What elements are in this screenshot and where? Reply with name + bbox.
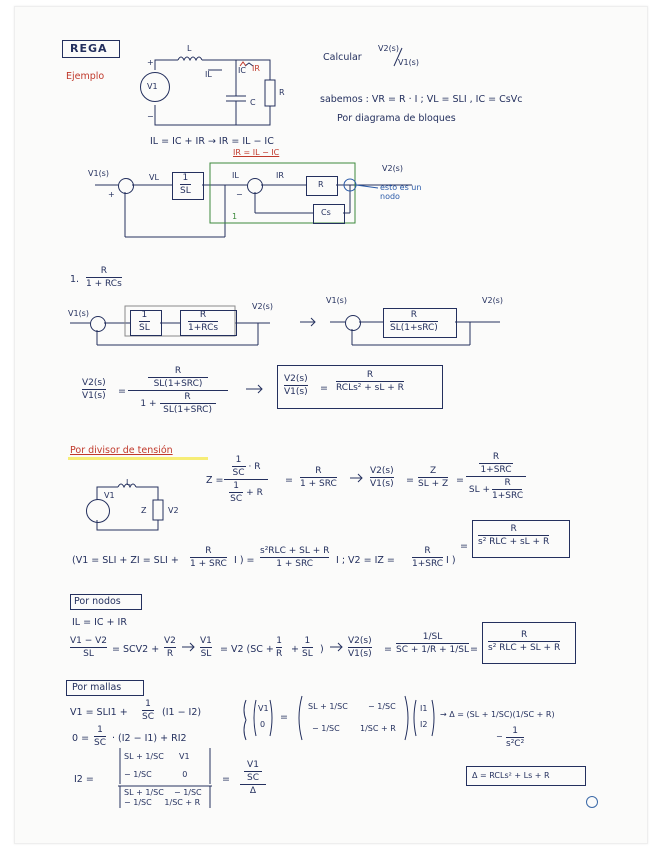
meshes-det-den2: − 1/SC 1/SC + R — [124, 798, 201, 807]
divider-res-num: R — [510, 524, 517, 534]
meshes-vec-bot: 0 — [260, 720, 266, 729]
meshes-delta-frac-num: 1 — [512, 726, 518, 736]
meshes-res-num: V1 — [247, 760, 259, 770]
step1-label: 1. — [70, 274, 80, 285]
circuit1-minus: − — [147, 112, 154, 121]
calc-denominator: V1(s) — [398, 58, 419, 67]
divider-line2b-den: 1 + SRC — [276, 559, 314, 569]
block1-output: V2(s) — [382, 164, 403, 173]
divider-z-plus-r: + R — [246, 487, 263, 498]
nodes-eq2-a-den: SL — [83, 649, 94, 659]
tf1-res-lhs-den: V1(s) — [284, 387, 308, 397]
meshes-delta-expr2: − — [496, 732, 503, 741]
meshes-title: Por mallas — [72, 682, 122, 693]
divider-line2-num: R — [205, 546, 212, 556]
divider-v-num: V2(s) — [370, 466, 394, 476]
tf1-result-eq: = — [320, 383, 328, 394]
block1-g1-num: 1 — [182, 173, 189, 183]
tf1-lhs-den: V1(s) — [82, 391, 106, 401]
divider-line2b-num: s²RLC + SL + R — [260, 546, 330, 556]
block1-plus: + — [108, 190, 115, 199]
nodes-title: Por nodos — [74, 596, 121, 607]
divider-r-numden: 1+SRC — [480, 465, 512, 475]
meshes-delta-expr: → Δ = (SL + 1/SC)(1/SC + R) — [440, 710, 555, 719]
meshes-i2-result — [240, 760, 266, 796]
meshes-eq1-frac-num: 1 — [145, 699, 151, 709]
nodes-res-num: R — [520, 630, 528, 640]
divider-z-dot-r: · R — [248, 461, 261, 472]
meshes-det-r1: SL + 1/SC V1 — [124, 752, 190, 761]
known-relations: sabemos : VR = R · I ; VL = SLI , IC = CsVc — [320, 94, 523, 105]
circuit1-ic-label: IC — [238, 66, 246, 75]
divider-eq-2: = — [406, 475, 414, 486]
meshes-i-bot: I2 — [420, 720, 428, 729]
divider-v1-label: V1 — [104, 491, 115, 500]
divider-title: Por divisor de tensión — [70, 445, 173, 456]
divider-z2-num: R — [315, 466, 322, 476]
block1-il: IL — [232, 171, 239, 180]
meshes-delta-frac — [506, 726, 524, 749]
divider-r-num: R — [492, 452, 500, 462]
block1-g1-den: SL — [180, 186, 191, 196]
tf1-res-den: RCLs² + sL + R — [336, 383, 404, 393]
nodes-eq2-g: + — [291, 644, 299, 655]
divider-line2c: I ; V2 = IZ = — [336, 555, 395, 566]
step1-g3-num: R — [410, 310, 418, 320]
meshes-i2-label: I2 = — [74, 774, 94, 785]
divider-line2-den: 1 + SRC — [190, 559, 227, 569]
divider-line2d-num: R — [424, 546, 431, 556]
divider-zz-den: SL + Z — [418, 479, 449, 489]
nodes-res-mid-den: SC + 1/R + 1/SL — [396, 645, 470, 655]
nodes-eq2-f-den: R — [276, 649, 283, 659]
page-corner-mark — [586, 796, 598, 808]
meshes-eq2-frac-den: SC — [94, 738, 106, 748]
nodes-eq2-f-num: 1 — [276, 636, 282, 646]
tf1-lhs-num: V2(s) — [82, 378, 106, 388]
step1-g2-num: R — [199, 310, 207, 320]
nodes-eq2-h-num: 1 — [304, 636, 311, 646]
circuit1-il-label: IL — [205, 70, 212, 79]
nodes-eq2-d-den: SL — [200, 649, 212, 659]
circuit1-c-label: C — [250, 98, 256, 107]
currents-equation: IL = IC + IR → IR = IL − IC — [150, 136, 274, 147]
step1-den: 1 + RCs — [86, 279, 122, 289]
step1-input-2: V1(s) — [326, 296, 347, 305]
circuit1-ir-label: IR — [252, 64, 260, 73]
meshes-m11: SL + 1/SC — [308, 702, 348, 711]
step1-g1-num: 1 — [141, 310, 148, 320]
meshes-det-r2: − 1/SC 0 — [124, 770, 188, 779]
step1-g2-den: 1+RCs — [188, 323, 219, 333]
nodes-eq2-i: ) — [320, 644, 324, 655]
block1-ir: IR — [276, 171, 284, 180]
meshes-delta-frac-den: s²C² — [506, 739, 525, 749]
divider-res-den: s² RLC + sL + R — [478, 537, 550, 547]
divider-zz-num: Z — [429, 466, 437, 476]
meshes-vec-eq: = — [280, 712, 288, 723]
circuit1-L-label: L — [187, 44, 192, 53]
divider-eq-1: = — [285, 475, 293, 486]
meshes-m22: 1/SC + R — [360, 724, 396, 733]
divider-line2-i: I ) = — [234, 555, 255, 566]
divider-v2-label: V2 — [168, 506, 179, 515]
meshes-delta-final: Δ = RCLs² + Ls + R — [472, 771, 550, 780]
nodes-eq2-c-den: R — [166, 649, 174, 659]
nodes-eq2-h-den: SL — [302, 649, 313, 659]
tf1-eq: = — [118, 386, 126, 397]
nodes-eq2-e: = V2 (SC + — [220, 644, 274, 655]
divider-line2e: I ) — [446, 555, 456, 566]
nodes-eq1: IL = IC + IR — [72, 617, 127, 628]
meshes-m12: − 1/SC — [368, 702, 396, 711]
divider-z-num-top: 1 — [235, 455, 242, 465]
block1-minus: − — [236, 190, 243, 199]
tf1-mid-den: SL(1+SRC) — [153, 379, 203, 389]
block1-input: V1(s) — [88, 169, 109, 178]
divider-z-den-bot: SC — [230, 494, 243, 504]
nodes-res-lhs-num: V2(s) — [348, 636, 372, 646]
nodes-eq2-a-num: V1 − V2 — [70, 636, 108, 646]
nodes-eq2-d-num: V1 — [200, 636, 212, 646]
tf1-res-num: R — [366, 370, 374, 380]
calc-numerator: V2(s) — [378, 44, 399, 53]
divider-r-den-num: R — [504, 478, 511, 488]
meshes-m21: − 1/SC — [312, 724, 340, 733]
divider-l-label: L — [126, 478, 131, 487]
meshes-vec-top: V1 — [258, 704, 269, 713]
meshes-eq1-frac-den: SC — [142, 712, 154, 722]
divider-z2-den: 1 + SRC — [300, 479, 337, 489]
tf1-den-one: 1 + — [140, 398, 157, 409]
meshes-eq2: 0 = — [72, 733, 90, 744]
nodes-res-den: s² RLC + SL + R — [488, 643, 561, 653]
nodes-res-eq: = — [384, 644, 392, 655]
tf1-den-den: SL(1+SRC) — [163, 405, 212, 415]
divider-z-num-bot: SC — [232, 468, 245, 478]
divider-line2d-den: 1+SRC — [412, 559, 444, 569]
nodes-eq2-c-num: V2 — [164, 636, 176, 646]
block1-node-note: esto es un nodo — [380, 183, 422, 201]
step1-g1-den: SL — [139, 323, 150, 333]
currents-equation-underlined: IR = IL − IC — [233, 148, 280, 157]
step1-output: V2(s) — [252, 302, 273, 311]
step1-g3-den: SL(1+sRC) — [390, 323, 438, 333]
meshes-eq2-frac-num: 1 — [97, 725, 103, 735]
block1-vl: VL — [149, 173, 159, 182]
divider-line2: (V1 = SLI + ZI = SLI + — [72, 555, 179, 566]
tf1-res-lhs-num: V2(s) — [284, 374, 308, 384]
divider-eq-3: = — [456, 475, 464, 486]
nodes-eq2-b: = SCV2 + — [112, 644, 160, 655]
circuit1-plus: + — [147, 58, 154, 67]
divider-z-den-top: 1 — [233, 481, 240, 491]
divider-z-eq: Z = — [206, 475, 224, 486]
divider-v-den: V1(s) — [370, 479, 394, 489]
by-blocks-label: Por diagrama de bloques — [337, 113, 456, 124]
calc-label: Calcular — [323, 52, 362, 63]
nodes-res-mid-num: 1/SL — [422, 632, 443, 642]
meshes-eq2-tail: · (I2 − I1) + RI2 — [112, 733, 187, 744]
step1-num: R — [100, 266, 108, 276]
meshes-res-den: Δ — [249, 786, 257, 796]
meshes-i2-eq: = — [222, 774, 230, 785]
circuit1-v1-label: V1 — [147, 82, 158, 91]
meshes-eq1-tail: (I1 − I2) — [162, 707, 202, 718]
circuit1-r-label: R — [279, 88, 285, 97]
meshes-i-top: I1 — [420, 704, 428, 713]
step1-output-2: V2(s) — [482, 296, 503, 305]
nodes-res-lhs-den: V1(s) — [348, 649, 372, 659]
nodes-res-eq-2: = — [470, 644, 478, 655]
block1-one: 1 — [232, 212, 238, 221]
step1-input: V1(s) — [68, 309, 89, 318]
tf1-den-num: R — [184, 392, 191, 402]
divider-eq-result: = — [460, 541, 468, 552]
divider-r-den-sl: SL + — [468, 484, 491, 495]
example-label: Ejemplo — [66, 71, 105, 82]
block1-r-label: R — [318, 180, 324, 189]
meshes-res-mid: SC — [247, 773, 259, 783]
tf1-mid-num: R — [174, 366, 182, 376]
block1-cs-label: Cs — [321, 208, 331, 217]
divider-r-den-den: 1+SRC — [492, 491, 524, 501]
meshes-det-den1: SL + 1/SC − 1/SC — [124, 788, 202, 797]
page-title: REGA — [70, 42, 108, 55]
meshes-eq1: V1 = SLI1 + — [70, 707, 128, 718]
divider-z-label: Z — [141, 506, 147, 515]
